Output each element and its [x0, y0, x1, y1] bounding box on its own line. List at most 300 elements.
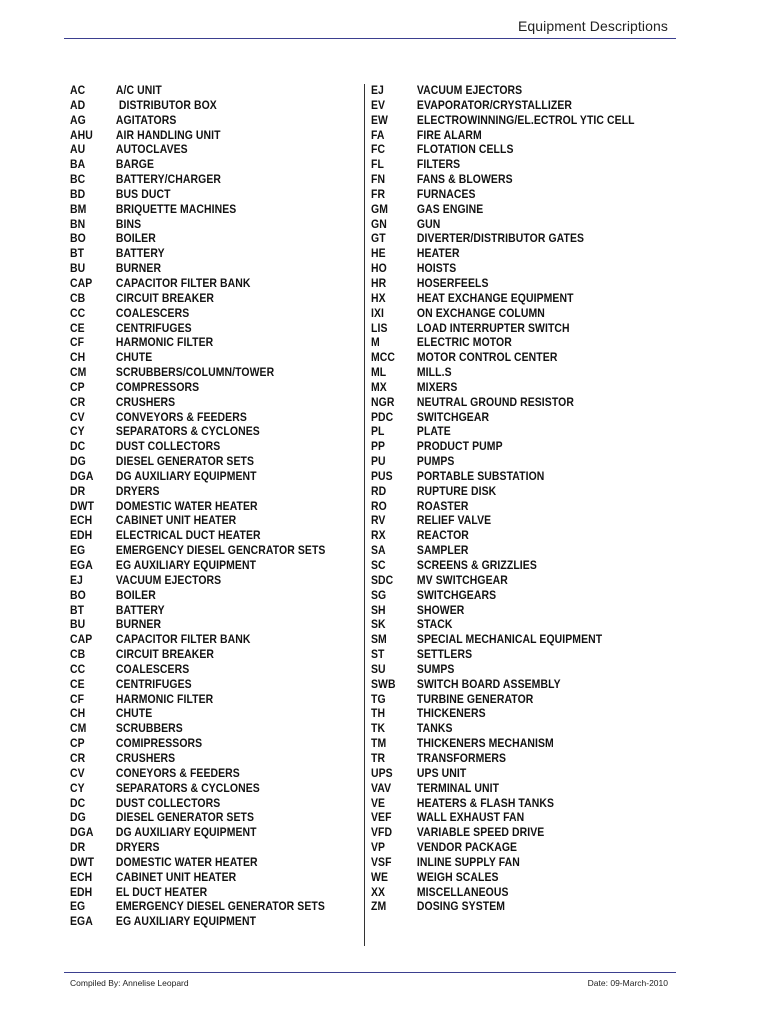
equipment-description: AGITATORS	[115, 113, 177, 127]
equipment-description: DRYERS	[115, 841, 160, 855]
equipment-description: TERMINAL UNIT	[416, 781, 500, 795]
equipment-description: ELECTROWINNING/EL.ECTROL YTIC CELL	[416, 113, 635, 127]
equipment-description: DOMESTIC WATER HEATER	[115, 855, 258, 869]
equipment-code: TR	[371, 751, 386, 765]
equipment-code: VSF	[371, 855, 392, 869]
code-row	[371, 292, 635, 307]
code-row	[371, 589, 635, 604]
equipment-code: BU	[70, 262, 86, 276]
equipment-code: RV	[371, 514, 386, 528]
equipment-description: DUST COLLECTORS	[115, 440, 221, 454]
equipment-description: SPECIAL MECHANICAL EQUIPMENT	[416, 633, 603, 647]
equipment-code: CAP	[70, 276, 93, 290]
equipment-description: EG AUXILIARY EQUIPMENT	[115, 915, 257, 929]
equipment-code: EJ	[371, 84, 384, 97]
equipment-description: REACTOR	[416, 529, 469, 543]
code-row	[70, 84, 325, 99]
equipment-code: VP	[371, 841, 386, 855]
equipment-description: CRUSHERS	[115, 395, 176, 409]
code-row	[371, 856, 635, 871]
code-row	[70, 871, 325, 886]
equipment-description: STACK	[416, 618, 453, 632]
equipment-description: HOSERFEELS	[416, 276, 489, 290]
page-header-title: Equipment Descriptions	[517, 18, 668, 34]
equipment-description: VACUUM EJECTORS	[416, 84, 523, 97]
code-row	[371, 322, 635, 337]
code-row	[70, 203, 325, 218]
equipment-description: TANKS	[416, 722, 453, 736]
equipment-code: CB	[70, 648, 86, 662]
equipment-code: TH	[371, 707, 386, 721]
equipment-description: PUMPS	[416, 455, 455, 469]
code-row	[70, 218, 325, 233]
equipment-description: ELECTRICAL DUCT HEATER	[115, 529, 261, 543]
code-row	[371, 722, 635, 737]
code-row	[371, 158, 635, 173]
code-row	[70, 188, 325, 203]
code-row	[371, 633, 635, 648]
code-row	[371, 767, 635, 782]
code-row	[371, 336, 635, 351]
equipment-code: AD	[70, 98, 86, 112]
equipment-description: SWITCHGEAR	[416, 410, 490, 424]
equipment-description: MILL.S	[416, 366, 452, 380]
equipment-code: GN	[371, 217, 387, 231]
equipment-description: TRANSFORMERS	[416, 751, 507, 765]
code-row	[371, 129, 635, 144]
equipment-description: SUMPS	[416, 662, 455, 676]
equipment-code: SM	[371, 633, 387, 647]
equipment-code: EDH	[70, 885, 93, 899]
code-row	[70, 381, 325, 396]
equipment-code: PDC	[371, 410, 394, 424]
equipment-description: DRYERS	[115, 484, 160, 498]
code-row	[70, 158, 325, 173]
equipment-description: CIRCUIT BREAKER	[115, 648, 215, 662]
equipment-code: TK	[371, 722, 386, 736]
equipment-code: M	[371, 336, 380, 350]
equipment-description: FLOTATION CELLS	[416, 143, 514, 157]
code-row	[371, 559, 635, 574]
equipment-code: MX	[371, 380, 387, 394]
equipment-description: CAPACITOR FILTER BANK	[115, 276, 251, 290]
equipment-description: BINS	[115, 217, 142, 231]
equipment-description: BRIQUETTE MACHINES	[115, 202, 237, 216]
equipment-description: UPS UNIT	[416, 766, 467, 780]
code-row	[70, 826, 325, 841]
code-row	[371, 485, 635, 500]
code-row	[70, 559, 325, 574]
code-row	[70, 797, 325, 812]
equipment-description: EG AUXILIARY EQUIPMENT	[115, 559, 257, 572]
equipment-description: DIESEL GENERATOR SETS	[115, 811, 255, 825]
equipment-description: VENDOR PACKAGE	[416, 841, 518, 855]
equipment-code: GT	[371, 232, 386, 246]
equipment-code: CV	[70, 766, 85, 780]
equipment-description: COALESCERS	[115, 662, 190, 676]
code-row	[70, 886, 325, 901]
code-row	[70, 782, 325, 797]
code-row	[371, 84, 635, 99]
footer-date: Date: 09-March-2010	[587, 978, 668, 988]
equipment-description: SHOWER	[416, 603, 465, 617]
equipment-description: BOILER	[115, 588, 156, 602]
equipment-description: CENTRIFUGES	[115, 321, 192, 335]
equipment-code: CE	[70, 321, 85, 335]
equipment-code: XX	[371, 885, 386, 899]
equipment-description: DIESEL GENERATOR SETS	[115, 455, 255, 469]
code-row	[371, 811, 635, 826]
equipment-code: CY	[70, 425, 85, 439]
code-row	[70, 633, 325, 648]
code-row	[371, 99, 635, 114]
equipment-description: AUTOCLAVES	[115, 143, 188, 157]
equipment-code: CE	[70, 677, 85, 691]
equipment-code: AHU	[70, 128, 93, 142]
equipment-code: BM	[70, 202, 87, 216]
equipment-description: PLATE	[416, 425, 451, 439]
code-row	[70, 366, 325, 381]
equipment-description: BATTERY	[115, 247, 165, 261]
equipment-code: BU	[70, 618, 86, 632]
equipment-description: FILTERS	[416, 158, 461, 172]
equipment-description: BARGE	[115, 158, 155, 172]
code-row	[70, 425, 325, 440]
equipment-description: DUST COLLECTORS	[115, 796, 221, 810]
code-row	[70, 737, 325, 752]
code-row	[371, 440, 635, 455]
code-row	[70, 811, 325, 826]
code-row	[371, 114, 635, 129]
equipment-description: FIRE ALARM	[416, 128, 482, 142]
equipment-code: HO	[371, 262, 387, 276]
code-row	[371, 574, 635, 589]
equipment-description: COALESCERS	[115, 306, 190, 320]
code-row	[371, 247, 635, 262]
equipment-description: A/C UNIT	[115, 84, 162, 97]
equipment-description: BATTERY/CHARGER	[115, 173, 222, 187]
equipment-code: CM	[70, 366, 87, 380]
code-row	[371, 500, 635, 515]
code-row	[371, 529, 635, 544]
equipment-code: BT	[70, 603, 85, 617]
equipment-code: AG	[70, 113, 86, 127]
equipment-code: EW	[371, 113, 389, 127]
equipment-description: BURNER	[115, 262, 162, 276]
equipment-code: SH	[371, 603, 386, 617]
equipment-code: BN	[70, 217, 86, 231]
equipment-description: MISCELLANEOUS	[416, 885, 509, 899]
code-row	[371, 232, 635, 247]
equipment-description: HARMONIC FILTER	[115, 692, 214, 706]
code-row	[70, 856, 325, 871]
equipment-code: EG	[70, 900, 86, 914]
equipment-code: SU	[371, 662, 386, 676]
code-row	[70, 292, 325, 307]
equipment-description: GUN	[416, 217, 441, 231]
equipment-description: EVAPORATOR/CRYSTALLIZER	[416, 98, 573, 112]
equipment-code: PU	[371, 455, 386, 469]
equipment-code: LIS	[371, 321, 388, 335]
header-rule	[64, 38, 676, 39]
equipment-code: VE	[371, 796, 386, 810]
equipment-code: CF	[70, 336, 85, 350]
equipment-description: HOISTS	[416, 262, 457, 276]
code-row	[371, 886, 635, 901]
code-row	[70, 247, 325, 262]
code-row	[70, 678, 325, 693]
equipment-code: DWT	[70, 499, 95, 513]
code-row	[70, 129, 325, 144]
equipment-code: ECH	[70, 514, 93, 528]
code-row	[70, 841, 325, 856]
equipment-code: VAV	[371, 781, 392, 795]
equipment-description: ON EXCHANGE COLUMN	[416, 306, 545, 320]
equipment-code: VFD	[371, 826, 393, 840]
right-code-column	[371, 84, 635, 915]
code-row	[371, 663, 635, 678]
equipment-description: WALL EXHAUST FAN	[416, 811, 525, 825]
code-row	[70, 618, 325, 633]
equipment-description: DOSING SYSTEM	[416, 900, 506, 914]
equipment-code: PL	[371, 425, 385, 439]
code-row	[371, 277, 635, 292]
code-row	[371, 470, 635, 485]
equipment-code: VEF	[371, 811, 392, 825]
equipment-code: RX	[371, 529, 386, 543]
equipment-code: DR	[70, 841, 86, 855]
equipment-code: SDC	[371, 573, 394, 587]
equipment-description: MIXERS	[416, 380, 458, 394]
code-row	[70, 529, 325, 544]
equipment-code: GM	[371, 202, 389, 216]
code-row	[70, 915, 325, 930]
code-row	[371, 752, 635, 767]
code-row	[371, 544, 635, 559]
code-row	[371, 678, 635, 693]
equipment-description: EL DUCT HEATER	[115, 885, 208, 899]
code-row	[371, 618, 635, 633]
code-row	[371, 366, 635, 381]
equipment-description: PORTABLE SUBSTATION	[416, 469, 545, 483]
equipment-code: SG	[371, 588, 387, 602]
code-row	[70, 143, 325, 158]
equipment-code: FA	[371, 128, 385, 142]
equipment-description: SWITCH BOARD ASSEMBLY	[416, 677, 561, 691]
equipment-description: COMPRESSORS	[115, 380, 200, 394]
equipment-description: NEUTRAL GROUND RESISTOR	[416, 395, 574, 409]
code-row	[70, 589, 325, 604]
equipment-code: CH	[70, 707, 86, 721]
equipment-description: DIVERTER/DISTRIBUTOR GATES	[416, 232, 585, 246]
equipment-code: ML	[371, 366, 387, 380]
code-row	[371, 143, 635, 158]
equipment-code: DG	[70, 811, 86, 825]
code-row	[371, 871, 635, 886]
code-row	[371, 841, 635, 856]
equipment-description: VARIABLE SPEED DRIVE	[416, 826, 545, 840]
equipment-code: DC	[70, 440, 86, 454]
equipment-description: HEATERS & FLASH TANKS	[416, 796, 555, 810]
equipment-code: FC	[371, 143, 386, 157]
equipment-description: SEPARATORS & CYCLONES	[115, 781, 260, 795]
equipment-description: AIR HANDLING UNIT	[115, 128, 221, 142]
code-row	[70, 455, 325, 470]
equipment-description: CRUSHERS	[115, 751, 176, 765]
equipment-description: SETTLERS	[416, 648, 473, 662]
equipment-code: CR	[70, 395, 86, 409]
equipment-code: EDH	[70, 529, 93, 543]
equipment-code: SA	[371, 544, 386, 558]
left-code-column	[70, 84, 325, 930]
code-row	[70, 722, 325, 737]
code-row	[70, 707, 325, 722]
equipment-description: MV SWITCHGEAR	[416, 573, 508, 587]
equipment-code: DR	[70, 484, 86, 498]
equipment-description: RELIEF VALVE	[416, 514, 492, 528]
code-row	[70, 232, 325, 247]
equipment-description: MOTOR CONTROL CENTER	[416, 351, 558, 365]
equipment-code: CF	[70, 692, 85, 706]
equipment-description: CABINET UNIT HEATER	[115, 514, 237, 528]
code-row	[70, 767, 325, 782]
equipment-description: ELECTRIC MOTOR	[416, 336, 512, 350]
equipment-code: BO	[70, 232, 86, 246]
equipment-code: RD	[371, 484, 387, 498]
equipment-code: UPS	[371, 766, 393, 780]
equipment-code: DWT	[70, 855, 95, 869]
equipment-code: EG	[70, 544, 86, 558]
equipment-description: HEATER	[416, 247, 460, 261]
equipment-description: COMIPRESSORS	[115, 737, 203, 751]
equipment-code: BT	[70, 247, 85, 261]
equipment-code: BA	[70, 158, 86, 172]
equipment-code: CM	[70, 722, 87, 736]
code-row	[70, 336, 325, 351]
equipment-code: PP	[371, 440, 386, 454]
equipment-description: RUPTURE DISK	[416, 484, 497, 498]
code-row	[70, 514, 325, 529]
equipment-description: SCREENS & GRIZZLIES	[416, 559, 537, 572]
equipment-code: NGR	[371, 395, 395, 409]
equipment-code: EGA	[70, 559, 93, 572]
equipment-description: CENTRIFUGES	[115, 677, 192, 691]
code-row	[70, 500, 325, 515]
equipment-code: CP	[70, 380, 85, 394]
equipment-code: AU	[70, 143, 86, 157]
equipment-description: SAMPLER	[416, 544, 469, 558]
equipment-description: CHUTE	[115, 351, 153, 365]
equipment-code: CC	[70, 662, 86, 676]
code-row	[70, 544, 325, 559]
equipment-code: CB	[70, 291, 86, 305]
equipment-description: CIRCUIT BREAKER	[115, 291, 215, 305]
code-row	[371, 307, 635, 322]
code-row	[70, 396, 325, 411]
equipment-description: CONVEYORS & FEEDERS	[115, 410, 247, 424]
equipment-description: CONEYORS & FEEDERS	[115, 766, 240, 780]
equipment-code: DG	[70, 455, 86, 469]
equipment-description: CABINET UNIT HEATER	[115, 870, 237, 884]
equipment-description: CHUTE	[115, 707, 153, 721]
code-row	[371, 707, 635, 722]
equipment-code: RO	[371, 499, 387, 513]
code-row	[371, 648, 635, 663]
equipment-code: IXI	[371, 306, 385, 320]
equipment-code: HX	[371, 291, 386, 305]
code-row	[371, 262, 635, 277]
code-row	[70, 411, 325, 426]
equipment-code: ST	[371, 648, 385, 662]
footer-rule	[64, 972, 676, 973]
equipment-code: PUS	[371, 469, 393, 483]
equipment-description: GAS ENGINE	[416, 202, 484, 216]
equipment-code: DGA	[70, 469, 94, 483]
equipment-code: CAP	[70, 633, 93, 647]
equipment-description: EMERGENCY DIESEL GENERATOR SETS	[115, 900, 325, 914]
code-row	[371, 514, 635, 529]
equipment-description: THICKENERS MECHANISM	[416, 737, 554, 751]
code-row	[70, 485, 325, 500]
equipment-code: HR	[371, 276, 387, 290]
equipment-code: BO	[70, 588, 86, 602]
equipment-description: FANS & BLOWERS	[416, 173, 513, 187]
equipment-description: DG AUXILIARY EQUIPMENT	[115, 826, 257, 840]
code-row	[371, 737, 635, 752]
code-row	[70, 114, 325, 129]
equipment-description: TURBINE GENERATOR	[416, 692, 534, 706]
equipment-code: TG	[371, 692, 386, 706]
equipment-code: DGA	[70, 826, 94, 840]
footer-compiled-by: Compiled By: Annelise Leopard	[70, 978, 189, 988]
code-row	[70, 322, 325, 337]
equipment-code: EV	[371, 98, 386, 112]
equipment-description: DISTRIBUTOR BOX	[115, 98, 217, 112]
code-row	[371, 203, 635, 218]
equipment-code: FN	[371, 173, 386, 187]
code-row	[371, 693, 635, 708]
code-row	[70, 470, 325, 485]
code-row	[371, 396, 635, 411]
equipment-code: BC	[70, 173, 86, 187]
equipment-code: SK	[371, 618, 386, 632]
code-row	[70, 351, 325, 366]
code-row	[371, 173, 635, 188]
equipment-code: CH	[70, 351, 86, 365]
equipment-code: WE	[371, 870, 389, 884]
equipment-code: CP	[70, 737, 85, 751]
equipment-description: FURNACES	[416, 187, 476, 201]
equipment-code: MCC	[371, 351, 396, 365]
code-row	[371, 782, 635, 797]
equipment-description: PRODUCT PUMP	[416, 440, 503, 454]
equipment-description: HEAT EXCHANGE EQUIPMENT	[416, 291, 574, 305]
equipment-code: FL	[371, 158, 384, 172]
equipment-description: LOAD INTERRUPTER SWITCH	[416, 321, 570, 335]
code-row	[70, 604, 325, 619]
code-row	[371, 900, 635, 915]
equipment-description: THICKENERS	[416, 707, 486, 721]
code-row	[371, 188, 635, 203]
code-row	[371, 455, 635, 470]
equipment-description: DOMESTIC WATER HEATER	[115, 499, 258, 513]
equipment-description: BATTERY	[115, 603, 165, 617]
code-row	[371, 604, 635, 619]
equipment-description: SEPARATORS & CYCLONES	[115, 425, 260, 439]
code-row	[70, 900, 325, 915]
equipment-description: HARMONIC FILTER	[115, 336, 214, 350]
code-row	[371, 381, 635, 396]
